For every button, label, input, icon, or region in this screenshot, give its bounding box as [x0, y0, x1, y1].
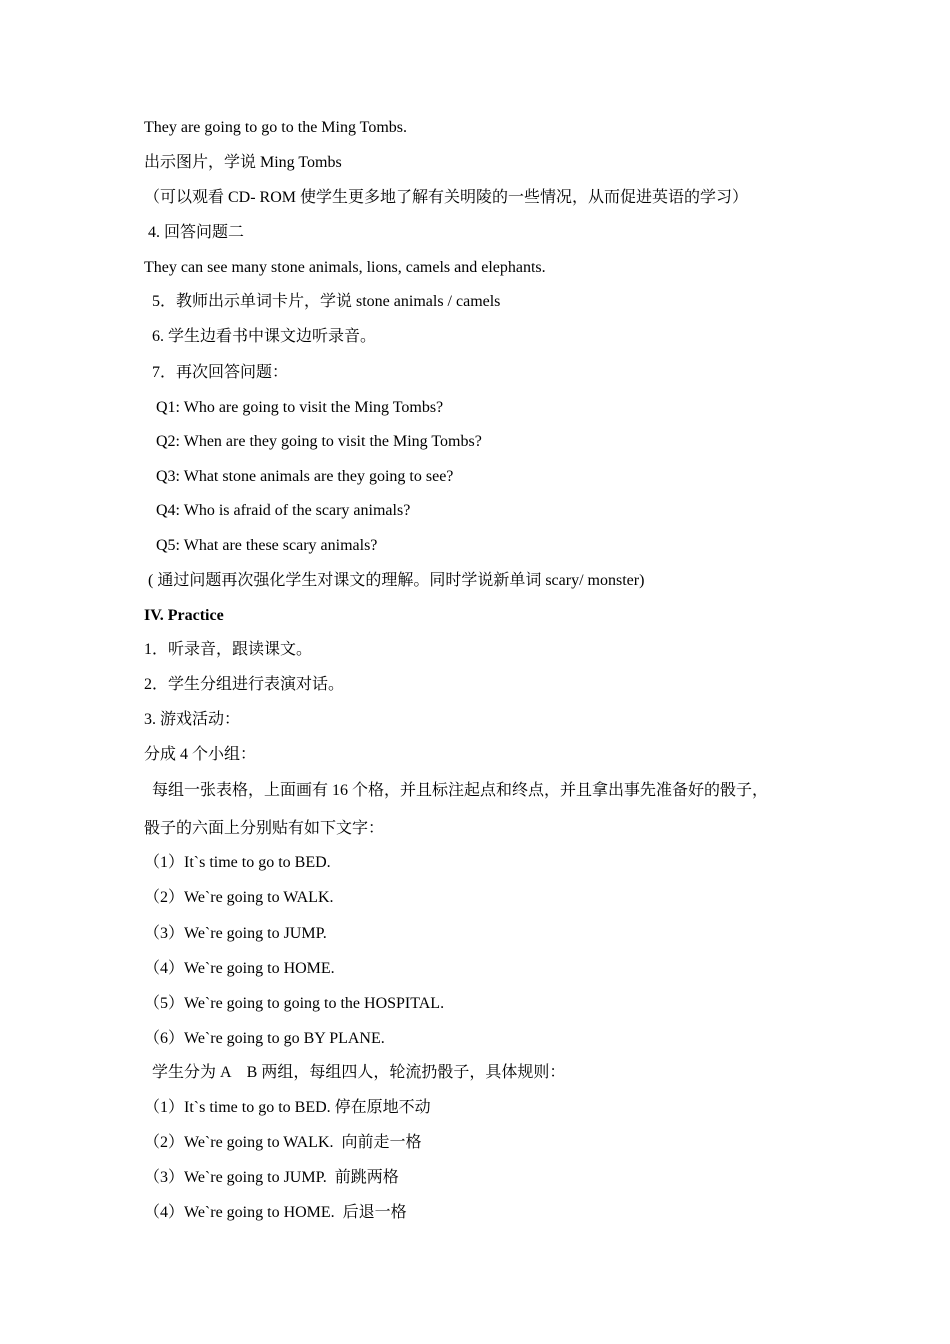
text-line-2: 出示图片，学说 Ming Tombs — [144, 154, 342, 171]
text-line-19: 分成 4 个小组： — [144, 746, 257, 763]
rule-4: （4）We`re going to HOME. 后退一格 — [144, 1204, 407, 1221]
text-line-6: 5．教师出示单词卡片，学说 stone animals / camels — [144, 293, 501, 310]
text-line-3: （可以观看 CD- ROM 使学生更多地了解有关明陵的一些情况，从而促进英语的学习） — [144, 189, 749, 206]
dice-face-6: （6）We`re going to go BY PLANE. — [144, 1030, 385, 1047]
rule-1: （1）It`s time to go to BED. 停在原地不动 — [144, 1099, 431, 1116]
question-4: Q4: Who is afraid of the scary animals? — [144, 502, 411, 519]
dice-face-1: （1）It`s time to go to BED. — [144, 854, 331, 871]
question-5: Q5: What are these scary animals? — [144, 537, 378, 554]
text-line-1: They are going to go to the Ming Tombs. — [144, 119, 407, 136]
text-line-14: ( 通过问题再次强化学生对课文的理解。同时学说新单词 scary/ monster) — [144, 572, 645, 589]
question-1: Q1: Who are going to visit the Ming Tombs? — [144, 399, 444, 416]
text-line-7: 6. 学生边看书中课文边听录音。 — [144, 328, 377, 345]
text-line-4: 4. 回答问题二 — [144, 224, 245, 241]
practice-step-1: 1．听录音，跟读课文。 — [144, 641, 313, 658]
dice-face-5: （5）We`re going to going to the HOSPITAL. — [144, 995, 445, 1012]
text-line-8: 7．再次回答问题： — [144, 364, 289, 381]
practice-step-2: 2．学生分组进行表演对话。 — [144, 676, 345, 693]
text-line-5: They can see many stone animals, lions, camels and elephants. — [144, 259, 546, 276]
text-line-28: 学生分为 A B 两组，每组四人，轮流扔骰子，具体规则： — [144, 1064, 566, 1081]
practice-step-3: 3. 游戏活动： — [144, 711, 241, 728]
text-line-21: 骰子的六面上分别贴有如下文字： — [144, 820, 385, 837]
rule-2: （2）We`re going to WALK. 向前走一格 — [144, 1134, 422, 1151]
dice-face-3: （3）We`re going to JUMP. — [144, 925, 327, 942]
dice-face-2: （2）We`re going to WALK. — [144, 889, 334, 906]
section-heading-practice: IV. Practice — [144, 607, 224, 624]
rule-3: （3）We`re going to JUMP. 前跳两格 — [144, 1169, 399, 1186]
question-2: Q2: When are they going to visit the Ming Tombs? — [144, 433, 482, 450]
dice-face-4: （4）We`re going to HOME. — [144, 960, 335, 977]
text-line-20: 每组一张表格，上面画有 16 个格，并且标注起点和终点，并且拿出事先准备好的骰子， — [144, 782, 769, 799]
question-3: Q3: What stone animals are they going to see? — [144, 468, 454, 485]
